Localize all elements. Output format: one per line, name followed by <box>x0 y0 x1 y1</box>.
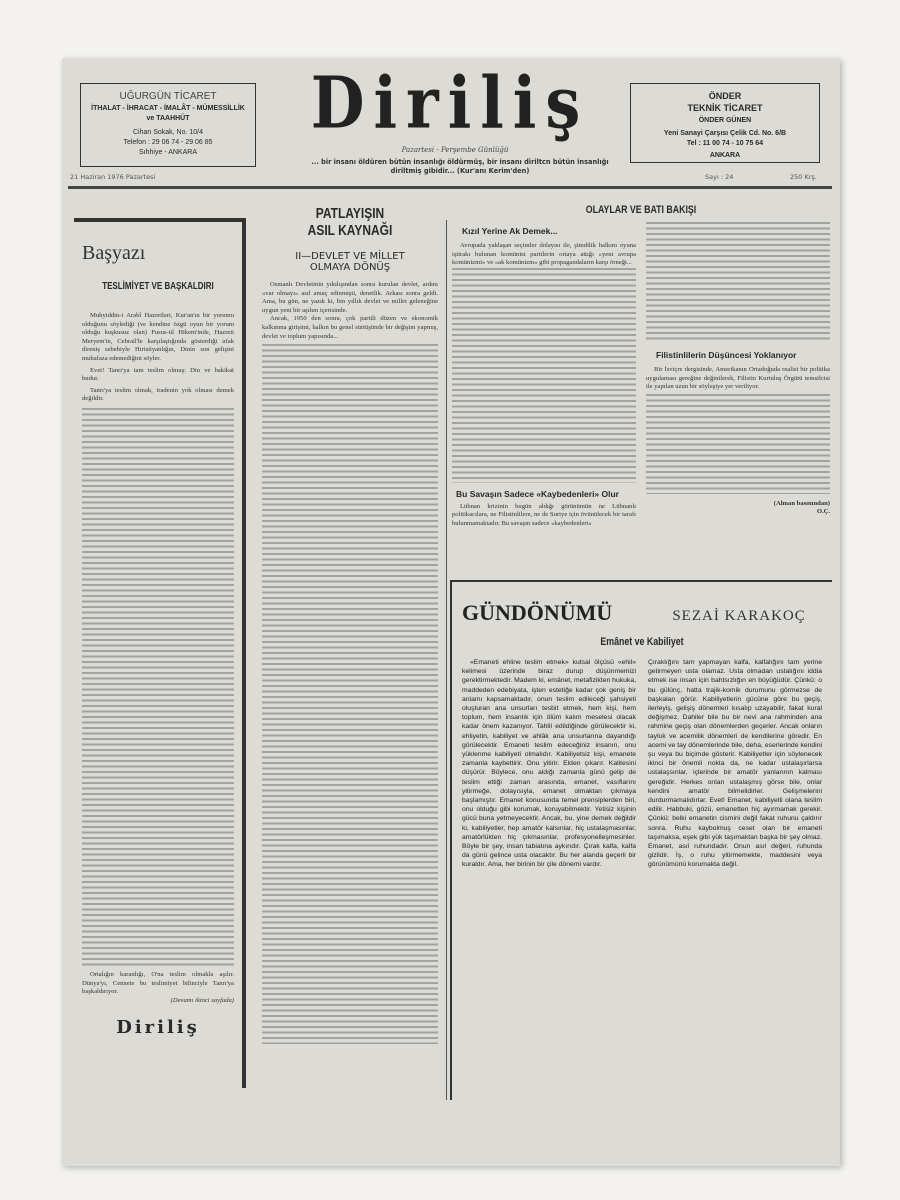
editorial-para2: Evet! Tanrı'ya tam teslim olmuş: Din ve hakikat budur. <box>82 366 234 383</box>
column-name: GÜNDÖNÜMÜ <box>462 600 613 625</box>
article3-text-body <box>452 268 636 483</box>
article3-sub2: Bu Savaşın Sadece «Kaybedenleri» Olur <box>456 488 619 499</box>
ad-left-city: Sıhhiye - ANKARA <box>139 149 197 156</box>
article3-lead: Avrupada yaklaşan seçimler dolayısı ile, şimdilik halkını oyuna iştirakı bulunan komünist partilerin ortaya attığı «yeni avrupa komünizmi» ve «ak komünizm» gibi propagandaların karşı örneği... <box>452 242 636 267</box>
column-divider <box>446 220 447 1100</box>
editorial-lead: Muhyiddin-i Arabî Hazretleri, Kur'an'ın bir yorumu olduğunu söylediği (ve kendine özgü oyun bir yorum olduğu kuşkusuz olan) Fusus-ül Hikem'inde, Hazreti Meryem'in, Cebrail'le karşılaştığında gösterdiği ufak direniş sebebiyle Hıristiyanlığın, Dinin son gelişini muhafaza edemediğini söyler. <box>82 312 234 362</box>
article3-title: OLAYLAR VE BATI BAKIŞI <box>585 204 697 216</box>
article3-para-end: Lübnan krizinin bugün aldığı görünümün ne Lübnanlı politikacılara, ne Filistinlilere, ne de Suriye için övünülecek bir tarafı bulunmamaktadır. Bu savaşın sadece «kaybedenleri» <box>452 502 636 527</box>
ad-right-address: Yeni Sanayi Çarşısı Çelik Cd. No. 6/B <box>663 130 787 137</box>
article2-lead: Osmanlı Devletinin yıkılışından sonra kurulan devlet, ardını «var olmayı» asıl amaç edinmişti, denetlik. Arkası sonra geldi. Ama, bu gün, ne yazık ki, bin yıllık devlet ve millet geleneğine uygun yeni bir aşılım içerisinde. <box>262 281 438 314</box>
column-author: SEZAİ KARAKOÇ <box>672 608 806 624</box>
ad-right-phone: Tel : 11 00 74 - 10 75 64 <box>686 140 764 147</box>
article2-sub1: II—DEVLET VE MİLLET <box>295 251 405 262</box>
article3-source: (Alman basınından) <box>773 499 830 507</box>
ad-left-phone: Telefon : 29 06 74 - 29 06 85 <box>123 139 213 146</box>
issue-date: 21 Haziran 1976 Pazartesi <box>70 173 156 181</box>
masthead-motto: ... bir insanı öldüren bütün insanlığı öldürmüş, bir insanı diriltcn bütün insanlığı diriltmiş gibidir... (Kur'anı Kerim'den) <box>311 158 609 175</box>
article2-para2: Ancak, 1950 den sonra, çok partili düzen ve ekonomik kalkınma girişimi, halkın bu genel sürtüşünde bir değişim yapmış, devlet ve toplum yapısında... <box>262 315 438 340</box>
article3-sub1: Kızıl Yerine Ak Demek... <box>462 226 558 236</box>
ad-left-line1: İTHALAT - İHRACAT - İMALÂT - MÜMESSİLLİK <box>91 105 245 112</box>
article2-text-body <box>262 344 438 1044</box>
article-patlayis <box>258 205 442 1044</box>
article-olaylar <box>452 204 830 574</box>
editorial-para3: Tanrı'ya teslim olmak, iradenin yok olması demek değildir. <box>82 386 234 403</box>
ad-left-name: UĞURGÜN TİCARET <box>119 91 217 102</box>
column-title: Emânet ve Kabiliyet <box>600 636 684 648</box>
editorial-continued: (Devamı ikinci sayfada) <box>170 996 234 1004</box>
editorial-text-body <box>82 408 234 968</box>
masthead-logo: Diriliş <box>310 60 590 145</box>
editorial-box <box>74 218 246 1088</box>
column-text-col2: Çıraklığını tam yapmayan kalfa, kalfalığını tam yerine getirmeyen usta olamaz. Usta olmadan ustalığını iddia etmek ise insan için bahtsızlığın en büyüğüdür. Çünkü: o bu gülünç, hatta trajik-komik durumunu görmezse de başkaları görür. Kabiliyetlerin gücüne göre bu geçiş, ilerleyiş, gelişiş dönemleri kısalıp uzayabilir, fakat kural değişmez. Dahiler bile bu bir nevi ana rahminden ana rahmine geçiş olan dönemlerden geçerler. Ancak onların tayluk ve acemilik dönemleri de kendilerine göredir. En acemi ve tay dönemlerinde bile, deha, eserlerinde kendini şu veya bu biçimde gösterir. Kabiliyetler için söylenecek ikinci bir önemli nokta da, ne kadar ustalaşırlarsa ustalaşsınlar, içlerinde bir amatör yanlarının kalması gereğidir. Herkes onları ustalaşmış görse bile, onlar kendini amatör bilmelidirler. Gelişmelerini durdurmamalıdırlar. Evet! Emanet, kabiliyetli olana teslim edilir. Habbuki, gözü, emanetten hiç ayırmamak gerekir. Çünkü: belki emanetin cismini değil fakat ruhunu çaldırır sonra. Ruhu kaybolmuş ceset olan bir emaneti taşımaksa, eşek gibi yük taşımaktan başka bir şey olmaz. Emanet, asıl ruhundadır. Onun asıl değeri, ruhunda gizlidir. İş, o ruhu yitirmemekte, maddesini veya görünümünü korumakta değil. <box>648 659 822 869</box>
article3-signature: O.Ç. <box>816 508 830 516</box>
article2-title1: PATLAYIŞIN <box>315 205 385 222</box>
ad-right <box>630 83 820 163</box>
column-text-col1: «Emaneti ehline teslim etmek» kutsal ölçüsü «ehil» kelimesi üzerinde biraz durup düşünmemizi gerektirmektedir. Madem ki, emânet, metafizikten hukuka, maddeden edebiyata, işten estetiğe kadar çok geniş bir anlamı kapsamaktadır, onun teslim edileceği şahsiyeti oluşturan ana unsurları tesbit etmek, hem kişi, hem toplum, hem insanlık için ölüm kalım meselesi olacak kadar önem kazanıyor. Tahlil edildiğinde görülecektir ki, ehliyetin, kabiliyet ve ahlâk ana unsurlarına dayandığı görülecektir. Emaneti teslim edeceğiniz insanın, onu yüklenme kabiliyeti olmalıdır. Kabiliyetsiz kişi, emanete zamanla kaybettirir. Onu yitirir. Elden çıkarır. Kalitesini düşürür. Böylece, onu aldığı zamanla günü gelip de teslim ettiği zaman arasında, emanet, vasıflarını yitirmeğe, dolayısıyla, emanet olmaktan çıkmaya başlamıştır. Emanet konusunda temel prensiplerden biri, onu olduğu gibi korumak, koruyabilmektir. Yetisiz kişinin gücü buna yetmeyecektir. Ancak, bu, yine demek değildir ki, kabiliyetler, hep amatör kalsınlar, hiç ustalaşmasınlar, amatörlükten hiç çıkmasınlar, profesyonelleşmesinler. Böyle bir şey, insan tabiatına aykırıdır. Çırak kalfa, kalfa da günü gelince usta olacaktır. Bu her alanda geçerli bir kuraldır. Ama, her birinin bir çile dönemi vardır. <box>462 659 636 869</box>
issue-price: 250 Krş. <box>790 173 817 181</box>
article3-para3: Bir İsviçre dergisinde, Amerikanın Ortadoğuda realist bir politika uygulaması gereğine değinilerek, Filistin Kurtuluş Örgütü temsilcisi ile yapılan uzun bir söyleşiye yer veriliyor. <box>646 366 830 391</box>
ad-right-name1: ÖNDER <box>708 91 742 101</box>
editorial-section: Başyazı <box>82 242 146 264</box>
ad-left <box>80 83 256 167</box>
editorial-title: TESLİMİYET VE BAŞKALDIRI <box>102 281 214 292</box>
ad-right-owner: ÖNDER GÜNEN <box>698 117 752 124</box>
article2-sub2: OLMAYA DÖNÜŞ <box>309 262 391 273</box>
article3-text-body-2 <box>646 222 830 342</box>
article3-text-body-3 <box>646 394 830 494</box>
footer-logo: Diriliş <box>116 1017 200 1039</box>
ad-right-name2: TEKNİK TİCARET <box>687 103 763 113</box>
article3-sub3: Filistinlilerin Düşüncesi Yoklanıyor <box>656 350 797 360</box>
masthead-rule <box>68 186 832 189</box>
ad-right-city: ANKARA <box>709 152 741 159</box>
article2-title2: ASIL KAYNAĞI <box>307 222 393 239</box>
ad-left-line2: ve TAAHHÜT <box>146 115 190 122</box>
ad-left-address: Cihan Sokak, No. 10/4 <box>132 129 204 136</box>
issue-number: Sayı : 24 <box>705 173 734 181</box>
column-gundonumu <box>450 580 832 1100</box>
editorial-end: Ortalığın karanlığı, O'na teslim olmakla aşılır. Dünya'yı, Cennete bu teslimiyet bilinciyle Tanrı'ya başkaldırıyor. <box>82 970 234 996</box>
masthead-subtitle: Pazartesi - Perşembe Günlüğü <box>401 146 509 154</box>
